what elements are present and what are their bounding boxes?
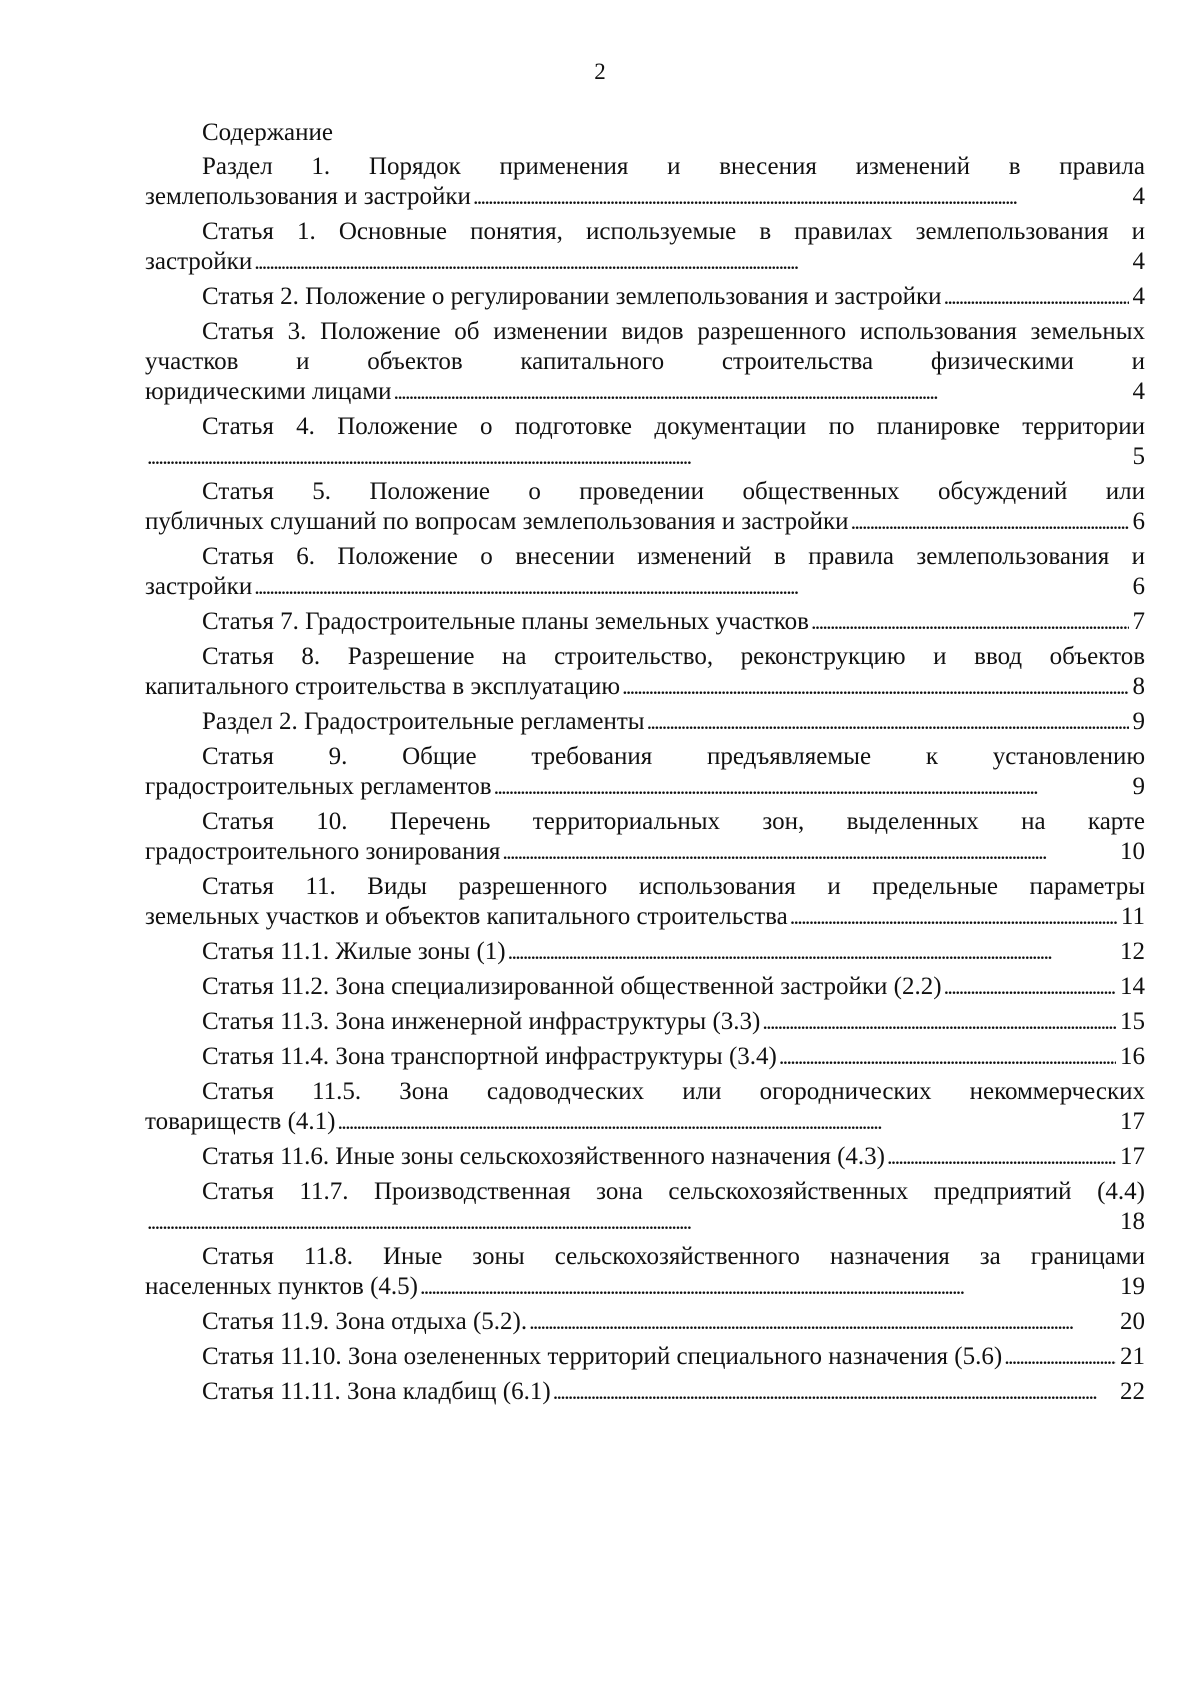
toc-page-number: 19 bbox=[1120, 1273, 1145, 1300]
toc-page-number: 4 bbox=[1132, 283, 1145, 310]
toc-entry-title: Статья 3. Положение об изменении видов разрешенного использования земельных участков и объектов капитального строительства физическими и bbox=[145, 318, 1145, 375]
toc-entry-line bbox=[145, 837, 1145, 867]
toc-dot-leader bbox=[622, 672, 1128, 702]
toc-page-number: 4 bbox=[1132, 378, 1145, 405]
toc-entry-title-continuation: застройки bbox=[145, 248, 253, 275]
toc-entry-title: Статья 11.11. Зона кладбищ (6.1) bbox=[202, 1378, 551, 1405]
toc-page-number: 5 bbox=[1132, 443, 1145, 470]
toc-entry-title: Статья 11.5. Зона садоводческих или огороднических некоммерческих bbox=[202, 1078, 1145, 1105]
toc-entry-line bbox=[145, 937, 1145, 967]
toc-page-number: 20 bbox=[1120, 1308, 1145, 1335]
toc-entry-title: Статья 6. Положение о внесении изменений в правила землепользования и bbox=[202, 543, 1145, 570]
toc-page-number: 22 bbox=[1120, 1378, 1145, 1405]
toc-entry-title: Статья 11.9. Зона отдыха (5.2). bbox=[202, 1308, 528, 1335]
toc-page-number: 18 bbox=[1120, 1208, 1145, 1235]
toc-dot-leader bbox=[779, 1042, 1116, 1072]
toc-entry-line bbox=[145, 1107, 1145, 1137]
toc-page-number: 17 bbox=[1120, 1143, 1145, 1170]
toc-dot-leader bbox=[420, 1272, 1116, 1302]
toc-entry-line bbox=[145, 1377, 1145, 1407]
toc-entry-line bbox=[145, 1142, 1145, 1172]
toc-page-number: 7 bbox=[1132, 608, 1145, 635]
toc-entry-title: Статья 11.1. Жилые зоны (1) bbox=[202, 938, 506, 965]
toc-entry-title: Статья 11.8. Иные зоны сельскохозяйственного назначения за границами bbox=[202, 1243, 1145, 1270]
toc-dot-leader bbox=[944, 282, 1129, 312]
toc-entry[interactable] bbox=[145, 607, 1145, 637]
toc-dot-leader bbox=[790, 902, 1117, 932]
toc-entry-title: Статья 4. Положение о подготовке документации по планировке территории bbox=[202, 413, 1145, 440]
toc-entry-title: Статья 11.4. Зона транспортной инфраструктуры (3.4) bbox=[202, 1043, 777, 1070]
toc-entry-line bbox=[145, 377, 1145, 407]
toc-entry-line bbox=[145, 282, 1145, 312]
toc-entry-title-continuation: публичных слушаний по вопросам землепользования и застройки bbox=[145, 508, 849, 535]
toc-page-number: 9 bbox=[1132, 708, 1145, 735]
toc-entry[interactable] bbox=[145, 1342, 1145, 1372]
toc-dot-leader bbox=[811, 607, 1129, 637]
toc-entry-title: Статья 11.3. Зона инженерной инфраструктуры (3.3) bbox=[202, 1008, 761, 1035]
toc-entry-title-continuation: капитального строительства в эксплуатацию bbox=[145, 673, 621, 700]
toc-entry[interactable] bbox=[145, 1377, 1145, 1407]
toc-entry[interactable] bbox=[145, 742, 1145, 802]
toc-entry[interactable] bbox=[145, 282, 1145, 312]
toc-entry-title: Статья 11.7. Производственная зона сельскохозяйственных предприятий (4.4) bbox=[202, 1178, 1145, 1205]
toc-dot-leader bbox=[394, 377, 1129, 407]
toc-entry[interactable] bbox=[145, 937, 1145, 967]
toc-dot-leader bbox=[1004, 1342, 1116, 1372]
toc-page-number: 12 bbox=[1120, 938, 1145, 965]
toc-page-number: 21 bbox=[1120, 1343, 1145, 1370]
toc-entry-line bbox=[145, 607, 1145, 637]
toc-page-number: 14 bbox=[1120, 973, 1145, 1000]
toc-entry-line bbox=[145, 247, 1145, 277]
toc-entry-line bbox=[145, 572, 1145, 602]
toc-dot-leader bbox=[502, 837, 1116, 867]
toc-entry[interactable] bbox=[145, 872, 1145, 932]
toc-entry[interactable] bbox=[145, 1077, 1145, 1137]
toc-entry-title: Статья 1. Основные понятия, используемые в правилах землепользования и bbox=[202, 218, 1145, 245]
toc-dot-leader bbox=[473, 182, 1129, 212]
toc-entry-title: Статья 8. Разрешение на строительство, реконструкцию и ввод объектов bbox=[202, 643, 1145, 670]
toc-dot-leader bbox=[254, 572, 1128, 602]
toc-entry-title: Статья 11.10. Зона озелененных территорий специального назначения (5.6) bbox=[202, 1343, 1003, 1370]
toc-entry[interactable] bbox=[145, 1007, 1145, 1037]
toc-entry-line bbox=[145, 707, 1145, 737]
toc-entry-line bbox=[145, 507, 1145, 537]
toc-entry-title: Раздел 1. Порядок применения и внесения изменений в правила bbox=[202, 153, 1145, 180]
toc-entry-title: Раздел 2. Градостроительные регламенты bbox=[202, 708, 645, 735]
toc-page-number: 9 bbox=[1132, 773, 1145, 800]
toc-entries bbox=[145, 152, 1145, 1407]
toc-entry-title: Статья 5. Положение о проведении общественных обсуждений или bbox=[202, 478, 1145, 505]
toc-page-number: 10 bbox=[1120, 838, 1145, 865]
toc-page-number: 15 bbox=[1120, 1008, 1145, 1035]
toc-entry[interactable] bbox=[145, 412, 1145, 472]
toc-page-number: 6 bbox=[1132, 508, 1145, 535]
toc-entry[interactable] bbox=[145, 1042, 1145, 1072]
toc-dot-leader bbox=[338, 1107, 1117, 1137]
page-number: 2 bbox=[594, 59, 606, 84]
toc-dot-leader bbox=[647, 707, 1129, 737]
toc-entry[interactable] bbox=[145, 317, 1145, 407]
toc-dot-leader bbox=[762, 1007, 1116, 1037]
toc-page-number: 8 bbox=[1132, 673, 1145, 700]
toc-entry-line bbox=[145, 1342, 1145, 1372]
toc-dot-leader bbox=[887, 1142, 1116, 1172]
toc-entry-line bbox=[145, 182, 1145, 212]
toc-entry-title-continuation: юридическими лицами bbox=[145, 378, 392, 405]
toc-entry-title-continuation: градостроительных регламентов bbox=[145, 773, 492, 800]
toc-entry[interactable] bbox=[145, 807, 1145, 867]
toc-dot-leader bbox=[254, 247, 1128, 277]
toc-entry-line bbox=[145, 1307, 1145, 1337]
toc-entry[interactable] bbox=[145, 217, 1145, 277]
toc-entry-line bbox=[145, 1007, 1145, 1037]
toc-entry-title: Статья 10. Перечень территориальных зон, выделенных на карте bbox=[202, 808, 1145, 835]
toc-entry[interactable] bbox=[145, 1177, 1145, 1237]
toc-dot-leader bbox=[508, 937, 1116, 967]
toc-entry-line bbox=[145, 672, 1145, 702]
toc-dot-leader bbox=[851, 507, 1129, 537]
toc-entry[interactable] bbox=[145, 1307, 1145, 1337]
toc-entry[interactable] bbox=[145, 477, 1145, 537]
toc-entry-title-continuation: товариществ (4.1) bbox=[145, 1108, 336, 1135]
toc-entry-title: Статья 11. Виды разрешенного использования и предельные параметры bbox=[202, 873, 1145, 900]
toc-entry[interactable] bbox=[145, 1142, 1145, 1172]
toc-dot-leader bbox=[553, 1377, 1116, 1407]
toc-dot-leader bbox=[494, 772, 1129, 802]
toc-entry[interactable] bbox=[145, 707, 1145, 737]
toc-entry-title-continuation: земельных участков и объектов капитального строительства bbox=[145, 903, 788, 930]
toc-page-number: 4 bbox=[1132, 183, 1145, 210]
toc-entry-title-continuation: населенных пунктов (4.5) bbox=[145, 1273, 418, 1300]
toc-entry[interactable] bbox=[145, 1242, 1145, 1302]
toc-dot-leader bbox=[944, 972, 1116, 1002]
toc-entry-line bbox=[145, 902, 1145, 932]
toc-page-number: 17 bbox=[1120, 1108, 1145, 1135]
toc-dot-leader bbox=[147, 1207, 1116, 1237]
toc-entry[interactable] bbox=[145, 152, 1145, 212]
toc-entry-line bbox=[145, 772, 1145, 802]
toc-dot-leader bbox=[529, 1307, 1116, 1337]
toc-entry[interactable] bbox=[145, 642, 1145, 702]
toc-entry-line bbox=[145, 972, 1145, 1002]
toc-entry-title: Статья 11.6. Иные зоны сельскохозяйственного назначения (4.3) bbox=[202, 1143, 885, 1170]
toc-entry-title: Статья 2. Положение о регулировании землепользования и застройки bbox=[202, 283, 942, 310]
toc-page-number: 6 bbox=[1132, 573, 1145, 600]
toc-entry-line bbox=[145, 442, 1145, 472]
table-of-contents bbox=[145, 118, 1145, 1412]
toc-entry-line bbox=[145, 1272, 1145, 1302]
toc-entry-title: Статья 11.2. Зона специализированной общественной застройки (2.2) bbox=[202, 973, 942, 1000]
toc-entry[interactable] bbox=[145, 542, 1145, 602]
toc-entry-title: Статья 9. Общие требования предъявляемые к установлению bbox=[202, 743, 1145, 770]
toc-dot-leader bbox=[147, 442, 1129, 472]
toc-entry-title-continuation: застройки bbox=[145, 573, 253, 600]
toc-entry-line bbox=[145, 1207, 1145, 1237]
toc-entry-title-continuation: землепользования и застройки bbox=[145, 183, 471, 210]
toc-entry-title-continuation: градостроительного зонирования bbox=[145, 838, 501, 865]
toc-entry-title: Статья 7. Градостроительные планы земельных участков bbox=[202, 608, 809, 635]
toc-page-number: 4 bbox=[1132, 248, 1145, 275]
toc-entry[interactable] bbox=[145, 972, 1145, 1002]
toc-page-number: 11 bbox=[1120, 903, 1145, 930]
toc-heading: Содержание bbox=[202, 119, 333, 146]
toc-entry-line bbox=[145, 1042, 1145, 1072]
toc-page-number: 16 bbox=[1120, 1043, 1145, 1070]
